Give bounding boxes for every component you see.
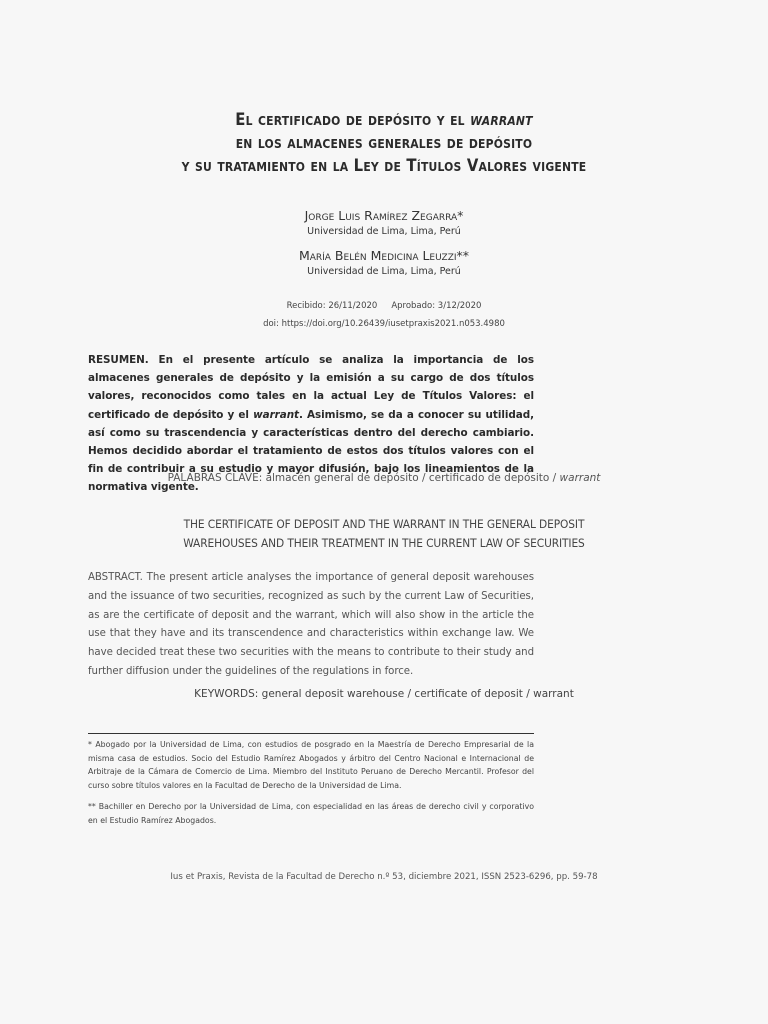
- author-name-2: María Belén Medicina Leuzzi**: [298, 248, 470, 263]
- footnote-divider: [88, 733, 534, 734]
- footnote-2: ** Bachiller en Derecho por la Universidad de Lima, con especialidad en las áreas de derecho civil y corporativo en el Estudio Ramírez Abogados.: [88, 802, 534, 825]
- palabras-clave-text: PALABRAS CLAVE: almacén general de depósito / certificado de depósito /: [167, 472, 560, 484]
- title-line-2: en los almacenes generales de depósito: [235, 133, 533, 152]
- abstract-paragraph: ABSTRACT. The present article analyses the importance of general deposit warehouses and the issuance of two securities, recognized as such by the current Law of Securities, as are the certificate of deposit and the warrant, which will also show in the article the use that they have and its transcendence and characteristics within exchange law. We have decided treat these two securities with the means to contribute to their study and further diffusion under the guidelines of the regulations in force.: [88, 572, 534, 677]
- palabras-clave: [70, 470, 698, 486]
- article-title: [70, 108, 698, 177]
- received-date: Recibido: 26/11/2020: [286, 301, 378, 311]
- author-affiliation-2: Universidad de Lima, Lima, Perú: [307, 266, 461, 277]
- keywords: KEYWORDS: general deposit warehouse / certificate of deposit / warrant: [194, 688, 574, 700]
- author-name-1: Jorge Luis Ramírez Zegarra*: [304, 208, 464, 223]
- approved-date: Aprobado: 3/12/2020: [391, 301, 482, 311]
- english-title-line-1: THE CERTIFICATE OF DEPOSIT AND THE WARRANT IN THE GENERAL DEPOSIT: [183, 517, 585, 531]
- title-line-1: [70, 108, 698, 131]
- article-dates: [70, 300, 698, 312]
- title-line-1-text: El certificado de depósito y el: [235, 110, 471, 129]
- english-title-line-2: WAREHOUSES AND THEIR TREATMENT IN THE CURRENT LAW OF SECURITIES: [183, 536, 585, 550]
- title-line-1-italic: warrant: [470, 110, 533, 129]
- resumen-text-c: . Asimismo, se da a conocer su utilidad, así como su trascendencia y características dentro del derecho cambiario. Hemos decidido abordar el tratamiento de estos dos títulos valores con el fin de contribuir a su estudio y mayor difusión, bajo los lineamientos de la normativa vigente.: [88, 408, 534, 494]
- footnote-1: * Abogado por la Universidad de Lima, con estudios de posgrado en la Maestría de Derecho Empresarial de la misma casa de estudios. Socio del Estudio Ramírez Abogados y árbitro del Centro Nacional e Internacional de Arbitraje de la Cámara de Comercio de Lima. Miembro del Instituto Peruano de Derecho Mercantil. Profesor del curso sobre títulos valores en la Facultad de Derecho de la Universidad de Lima.: [88, 740, 534, 790]
- doi-link[interactable]: doi: https://doi.org/10.26439/iusetpraxis2021.n053.4980: [263, 319, 505, 329]
- resumen-italic: warrant: [253, 408, 299, 421]
- resumen-text-a: RESUMEN. En el presente artículo se analiza la importancia de los almacenes generales de depósito y la emisión a su cargo de dos títulos valores, reconocidos como tales en la actual Ley de Títulos Valores: el certificado de depósito y el: [88, 354, 534, 421]
- english-title: [70, 515, 698, 553]
- title-line-3: y su tratamiento en la Ley de Títulos Valores vigente: [181, 156, 587, 175]
- palabras-clave-italic: warrant: [559, 472, 601, 484]
- journal-citation: Ius et Praxis, Revista de la Facultad de Derecho n.º 53, diciembre 2021, ISSN 2523-6296, pp. 59-78: [170, 872, 598, 882]
- author-affiliation-1: Universidad de Lima, Lima, Perú: [307, 226, 461, 237]
